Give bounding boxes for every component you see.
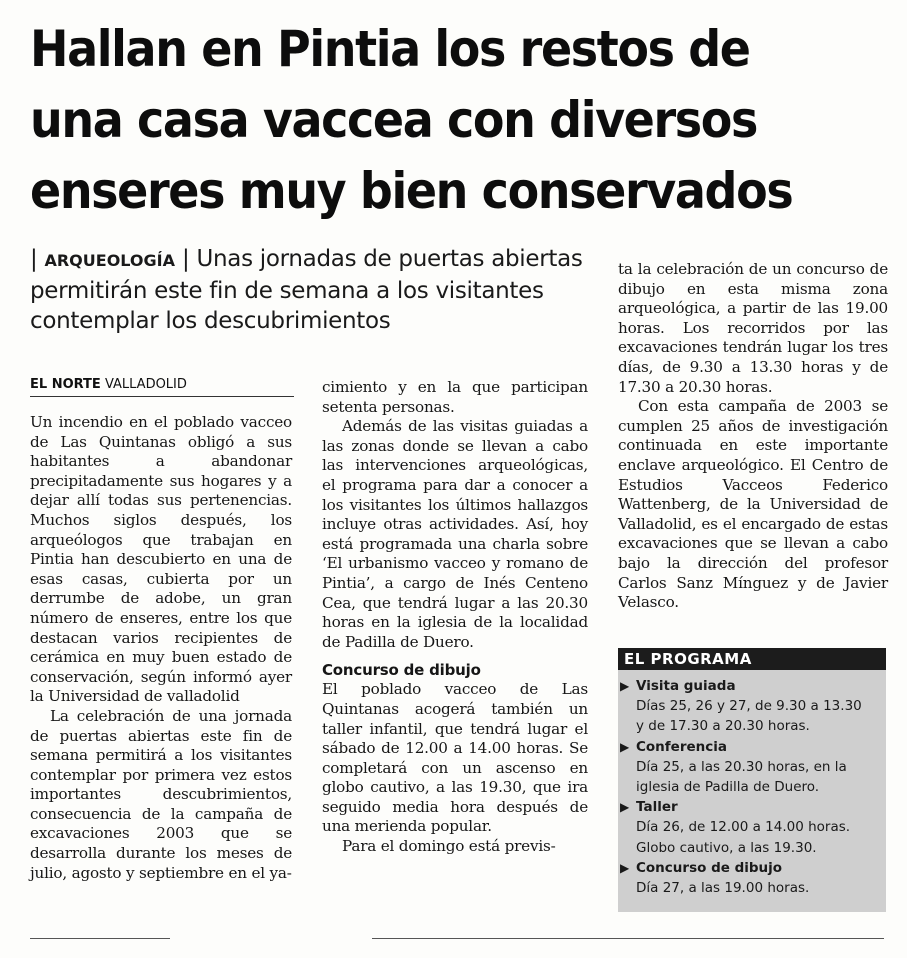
column-2: [322, 378, 588, 857]
program-item-line: Día 25, a las 20.30 horas, en la: [636, 758, 847, 775]
program-item: [618, 797, 886, 858]
program-list: [618, 670, 886, 898]
triangle-bullet-icon: ▶: [620, 739, 630, 754]
section-separator-right: |: [182, 246, 190, 272]
triangle-bullet-icon: ▶: [620, 800, 630, 815]
program-item-title: ▶ Conferencia: [618, 737, 886, 757]
subhead-text: Unas jornadas de puertas abiertas permitirán este fin de semana a los visitantes contemplar los descubrimientos: [30, 246, 583, 334]
section-subtitle: Concurso de dibujo: [322, 661, 481, 680]
subhead: [30, 244, 605, 336]
program-title: EL PROGRAMA: [618, 648, 886, 670]
byline: [30, 376, 294, 397]
paragraph: El poblado vacceo de Las Quintanas acogerá también un taller infantil, que tendrá lugar el sábado de 12.00 a 14.00 horas. Se completará con un ascenso en globo cautivo, a las 19.30, que ira seguido media hora después de una merienda popular.: [322, 680, 588, 836]
program-item-title: ▶ Taller: [618, 797, 886, 817]
bottom-rule-right: [372, 938, 884, 939]
headline: Hallan en Pintia los restos de una casa vaccea con diversos enseres muy bien conservados: [30, 20, 793, 220]
paragraph: Con esta campaña de 2003 se cumplen 25 años de investigación continuada en este importante enclave arqueológico. El Centro de Estudios Vacceos Federico Wattenberg, de la Universidad de Valladolid, es el encargado de estas excavaciones que se llevan a cabo bajo la dirección del profesor Carlos Sanz Mínguez y de Javier Velasco.: [618, 397, 888, 612]
column-1: [30, 413, 292, 883]
program-item: [618, 858, 886, 898]
section-label: ARQUEOLOGÍA: [44, 251, 175, 270]
program-item: [618, 737, 886, 798]
triangle-bullet-icon: ▶: [620, 679, 630, 693]
section-separator-left: |: [30, 246, 38, 272]
program-item: [618, 676, 886, 737]
paragraph: La celebración de una jornada de puertas abiertas este fin de semana permitirá a los visitantes contemplar por primera vez estos importantes descubrimientos, consecuencia de la campaña de excavaciones 2003 que se desarrolla durante los meses de julio, agosto y septiembre en el ya-: [30, 706, 292, 882]
paragraph: ta la celebración de un concurso de dibujo en esta misma zona arqueológica, a partir de las 19.00 horas. Los recorridos por las excavaciones tendrán lugar los tres días, de 9.30 a 13.30 horas y de 17.30 a 20.30 horas.: [618, 260, 888, 396]
program-item-line: y de 17.30 a 20.30 horas.: [636, 718, 810, 735]
bottom-rule-left: [30, 938, 170, 939]
byline-source: EL NORTE: [30, 377, 101, 392]
program-item-line: Día 26, de 12.00 a 14.00 horas.: [636, 819, 851, 836]
triangle-bullet-icon: ▶: [620, 860, 630, 875]
paragraph: Para el domingo está previs-: [342, 837, 556, 856]
program-item-line: iglesia de Padilla de Duero.: [636, 779, 820, 796]
byline-place: VALLADOLID: [104, 377, 187, 392]
program-item-title: ▶ Concurso de dibujo: [618, 858, 886, 878]
program-item-line: Día 27, a las 19.00 horas.: [636, 880, 810, 897]
program-item-title: ▶ Visita guiada: [618, 676, 886, 696]
paragraph: Un incendio en el poblado vacceo de Las Quintanas obligó a sus habitantes a abandonar precipitadamente sus hogares y a dejar allí todas sus pertenencias. Muchos siglos después, los arqueólogos que trabajan en Pintia han descubierto en una de esas casas, cubierta por un derrumbe de adobe, un gran número de enseres, entre los que destacan varios recipientes de cerámica en muy buen estado de conservación, según informó ayer la Universidad de valladolid: [30, 413, 292, 706]
column-3: [618, 260, 888, 613]
paragraph: Además de las visitas guiadas a las zonas donde se llevan a cabo las intervenciones arqueológicas, el programa para dar a conocer a los visitantes los últimos hallazgos incluye otras actividades. Así, hoy está programada una charla sobre ‘El urbanismo vacceo y romano de Pintia’, a cargo de Inés Centeno Cea, que tendrá lugar a las 20.30 horas en la iglesia de la localidad de Padilla de Duero.: [322, 417, 588, 651]
program-box: [618, 648, 886, 912]
program-item-line: Días 25, 26 y 27, de 9.30 a 13.30: [636, 698, 862, 715]
paragraph: cimiento y en la que participan setenta personas.: [322, 378, 588, 416]
program-item-line: Globo cautivo, a las 19.30.: [636, 839, 817, 856]
